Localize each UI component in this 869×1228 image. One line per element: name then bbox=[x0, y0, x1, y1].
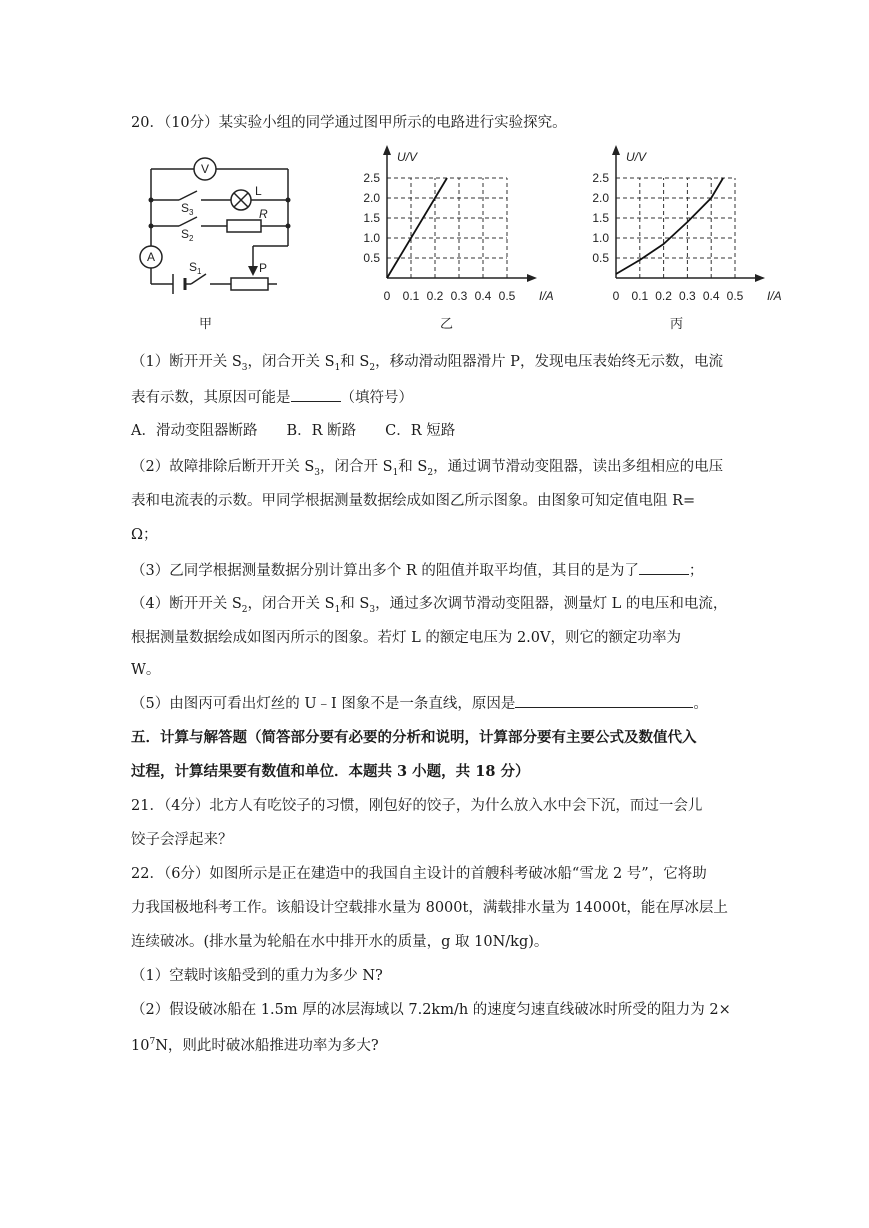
y-tick-label: 0.5 bbox=[363, 251, 380, 265]
q22-part2-line2: $10^7N$，则此时破冰船推进功率为多大? bbox=[131, 1037, 379, 1054]
s3-label: $S_3$ bbox=[181, 201, 194, 217]
series-line bbox=[387, 178, 447, 278]
caption-yi: 乙 bbox=[440, 317, 454, 332]
q20-intro: 20．（10分）某实验小组的同学通过图甲所示的电路进行实验探究。 bbox=[131, 115, 567, 131]
y-tick-label: 2.0 bbox=[592, 191, 609, 205]
q22-line3: 连续破冰。(排水量为轮船在水中排开水的质量，g 取 10N/kg)。 bbox=[131, 934, 549, 950]
y-tick-label: 2.5 bbox=[592, 171, 609, 185]
x-tick-label: 0 bbox=[383, 289, 391, 303]
answer-blank-5 bbox=[515, 693, 693, 708]
answer-blank-3 bbox=[639, 560, 689, 575]
chart-yi bbox=[350, 145, 554, 310]
x-tick-label: 0.5 bbox=[498, 289, 516, 303]
q20-part1-line1: （1）断开开关 $S_3$，闭合开关 $S_1$和 $S_2$，移动滑动阻器滑片 P，发现电压表始终无示数，电流 bbox=[131, 354, 723, 373]
q20-part1-line2: 表有示数，其原因可能是 （填符号） bbox=[131, 387, 413, 408]
q22-part1: （1）空载时该船受到的重力为多少 N? bbox=[131, 968, 383, 984]
q22-line2: 力我国极地科考工作。该船设计空载排水量为 8000t，满载排水量为 14000t，能在厚冰层上 bbox=[131, 900, 728, 916]
lamp-label: L bbox=[255, 184, 262, 198]
q20-part4-line3: W。 bbox=[131, 662, 161, 678]
x-tick-label: 0.3 bbox=[679, 289, 696, 303]
x-tick-label: 0.3 bbox=[450, 289, 468, 303]
q22-line1: 22．（6分）如图所示是正在建造中的我国自主设计的首艘科考破冰船“雪龙 2 号”，它将助 bbox=[131, 866, 707, 882]
s2-label: $S_2$ bbox=[181, 227, 194, 243]
series-line bbox=[616, 178, 723, 274]
q20-part5: （5）由图丙可看出灯丝的 U﹣I 图象不是一条直线，原因是 。 bbox=[131, 693, 708, 714]
y-tick-label: 2.5 bbox=[363, 171, 380, 185]
y-tick-label: 1.0 bbox=[363, 231, 380, 245]
y-axis-label: U/V bbox=[626, 150, 647, 164]
section5-heading-line1: 五．计算与解答题（简答部分要有必要的分析和说明，计算部分要有主要公式及数值代入 bbox=[131, 729, 697, 746]
x-tick-label: 0.4 bbox=[474, 289, 492, 303]
q20-part4-line2: 根据测量数据绘成如图丙所示的图象。若灯 L 的额定电压为 2.0V，则它的额定功率为 bbox=[131, 630, 681, 646]
q20-options: A．滑动变阻器断路 B．R 断路 C．R 短路 bbox=[131, 423, 456, 439]
q20-part4-line1: （4）断开开关 $S_2$，闭合开关 $S_1$和 $S_3$，通过多次调节滑动变阻器，测量灯 L 的电压和电流， bbox=[131, 596, 728, 615]
resistor-label: R bbox=[259, 207, 268, 221]
x-tick-label: 0.1 bbox=[631, 289, 649, 303]
section5-heading-line2: 过程，计算结果要有数值和单位．本题共 3 小题，共 18 分） bbox=[131, 763, 530, 780]
slider-label: P bbox=[259, 261, 268, 275]
q21-line2: 饺子会浮起来？ bbox=[131, 832, 233, 848]
s1-label: $S_1$ bbox=[189, 260, 202, 276]
x-tick-label: 0.5 bbox=[726, 289, 744, 303]
ammeter-label: A bbox=[147, 250, 156, 264]
y-tick-label: 1.5 bbox=[592, 211, 609, 225]
q21-line1: 21．（4分）北方人有吃饺子的习惯，刚包好的饺子，为什么放入水中会下沉，而过一会儿 bbox=[131, 798, 703, 814]
x-tick-label: 0.2 bbox=[655, 289, 672, 303]
x-axis-label: I/A bbox=[767, 289, 782, 303]
caption-bing: 丙 bbox=[670, 317, 684, 332]
circuit-diagram bbox=[131, 150, 301, 300]
x-tick-label: 0 bbox=[612, 289, 620, 303]
q20-part2-line1: （2）故障排除后断开开关 $S_3$，闭合开 $S_1$和 $S_2$，通过调节滑动变阻器，读出多组相应的电压 bbox=[131, 459, 724, 478]
x-axis-arrow bbox=[755, 274, 765, 282]
q20-part2-line3: Ω； bbox=[131, 527, 158, 543]
caption-jia: 甲 bbox=[199, 317, 213, 332]
x-axis-arrow bbox=[527, 274, 537, 282]
answer-blank-1 bbox=[291, 387, 341, 402]
x-axis-label: I/A bbox=[539, 289, 554, 303]
q22-part2-line1: （2）假设破冰船在 1.5m 厚的冰层海域以 7.2km/h 的速度匀速直线破冰时所受的阻力为 2× bbox=[131, 1002, 731, 1018]
x-tick-label: 0.4 bbox=[702, 289, 720, 303]
y-axis-arrow bbox=[383, 145, 391, 155]
x-tick-label: 0.1 bbox=[402, 289, 420, 303]
y-tick-label: 2.0 bbox=[363, 191, 380, 205]
y-tick-label: 0.5 bbox=[592, 251, 609, 265]
y-axis-label: U/V bbox=[397, 150, 418, 164]
chart-bing bbox=[575, 145, 785, 310]
q20-part3: （3）乙同学根据测量数据分别计算出多个 R 的阻值并取平均值，其目的是为了 ； bbox=[131, 560, 703, 581]
voltmeter-label: V bbox=[201, 162, 210, 176]
y-tick-label: 1.5 bbox=[363, 211, 380, 225]
y-axis-arrow bbox=[612, 145, 620, 155]
y-tick-label: 1.0 bbox=[592, 231, 609, 245]
x-tick-label: 0.2 bbox=[426, 289, 444, 303]
q20-part2-line2: 表和电流表的示数。甲同学根据测量数据绘成如图乙所示图象。由图象可知定值电阻 R= bbox=[131, 493, 696, 509]
